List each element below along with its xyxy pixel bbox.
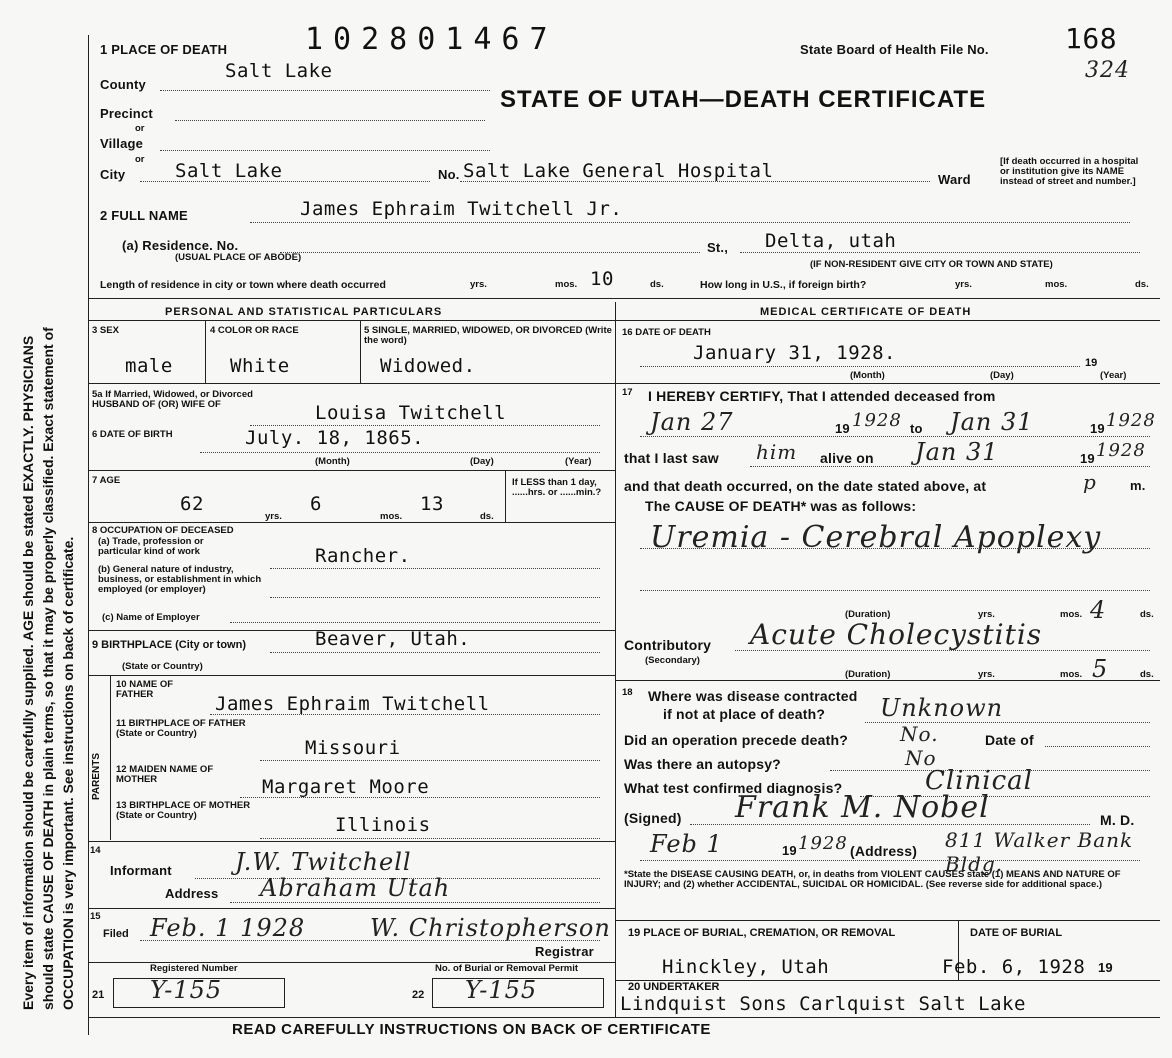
- mother-value: Margaret Moore: [262, 776, 430, 798]
- autopsy-value: No: [905, 746, 937, 770]
- last-saw-pronoun: him: [756, 440, 798, 464]
- father-value: James Ephraim Twitchell: [215, 693, 490, 715]
- informant-address: Abraham Utah: [260, 874, 451, 902]
- full-name-label: 2 FULL NAME: [100, 208, 188, 223]
- last-saw-year: 1928: [1096, 440, 1146, 461]
- residence-months: 10: [590, 268, 614, 290]
- sidebar-instruction-1: Every item of information should be carefully supplied. AGE should be stated EXACTLY. PHYSICIANS: [20, 335, 36, 1010]
- file-no-label: State Board of Health File No.: [800, 42, 989, 57]
- hospital-value: Salt Lake General Hospital: [463, 160, 774, 182]
- test-value: Clinical: [925, 766, 1033, 796]
- burial-permit-number: Y-155: [465, 976, 538, 1004]
- contracted-value: Unknown: [880, 694, 1004, 722]
- undertaker-value: Lindquist Sons Carlquist Salt Lake: [620, 993, 1026, 1015]
- cause-note: *State the DISEASE CAUSING DEATH, or, in deaths from VIOLENT CAUSES state (1) MEANS AND NATURE OF INJURY; and (2) whether ACCIDENTAL, SUICIDAL OR HOMICIDAL. (See reverse side for additional space.): [624, 869, 1121, 890]
- file-no: 168: [1065, 22, 1118, 55]
- attended-from: Jan 27: [650, 408, 734, 436]
- certificate-serial: 102801467: [305, 22, 558, 57]
- color-value: White: [230, 355, 290, 377]
- age-years: 62: [180, 493, 204, 515]
- mother-birthplace-value: Illinois: [335, 814, 431, 836]
- registered-number: Y-155: [150, 976, 223, 1004]
- file-no-2: 324: [1085, 58, 1130, 83]
- column-divider: [615, 302, 616, 1017]
- length-of-residence-label: Length of residence in city or town where death occurred: [100, 279, 386, 291]
- date-of-death: January 31, 1928.: [693, 342, 896, 364]
- footer-instructions: READ CAREFULLY INSTRUCTIONS ON BACK OF CERTIFICATE: [232, 1021, 711, 1038]
- contributory-duration-months: 5: [1092, 655, 1109, 683]
- contributory-cause: Acute Cholecystitis: [750, 618, 1043, 651]
- father-birthplace-value: Missouri: [305, 737, 401, 759]
- medical-heading: MEDICAL CERTIFICATE OF DEATH: [760, 306, 972, 318]
- no-label: No.: [438, 167, 460, 182]
- informant-signature: J.W. Twitchell: [235, 848, 412, 876]
- left-margin-rule: [88, 35, 89, 1035]
- operation-value: No.: [900, 722, 939, 746]
- cause-of-death: Uremia - Cerebral Apoplexy: [650, 520, 1102, 555]
- ward-label: Ward: [938, 172, 971, 187]
- bottom-rule: [88, 1017, 1160, 1018]
- ward-note: [If death occurred in a hospital or institution give its NAME instead of street and number.]: [1000, 156, 1139, 187]
- physician-address: 811 Walker Bank Bldg.: [945, 828, 1134, 876]
- certify-text: I HEREBY CERTIFY, That I attended deceased from: [648, 388, 996, 404]
- attended-from-year: 1928: [852, 410, 902, 431]
- personal-heading: PERSONAL AND STATISTICAL PARTICULARS: [165, 306, 443, 318]
- occupation-value: Rancher.: [315, 545, 411, 567]
- village-label: Village: [100, 136, 144, 151]
- county-label: County: [100, 77, 146, 92]
- section-divider: [88, 298, 1160, 299]
- marital-value: Widowed.: [380, 355, 476, 377]
- residence-label: (a) Residence. No.: [122, 238, 239, 253]
- parents-label: PARENTS: [91, 752, 102, 800]
- full-name-value: James Ephraim Twitchell Jr.: [300, 198, 623, 220]
- precinct-label: Precinct: [100, 106, 153, 121]
- physician-signature: Frank M. Nobel: [735, 790, 990, 825]
- signed-date: Feb 1: [650, 830, 723, 858]
- dob-value: July. 18, 1865.: [245, 427, 425, 449]
- attended-to: Jan 31: [950, 408, 1034, 436]
- cause-duration-months: 4: [1090, 596, 1107, 624]
- birthplace-value: Beaver, Utah.: [315, 628, 471, 650]
- city-value: Salt Lake: [175, 160, 283, 182]
- sidebar-instruction-3: OCCUPATION is very important. See instructions on back of certificate.: [60, 536, 76, 1010]
- spouse-value: Louisa Twitchell: [315, 402, 507, 424]
- sidebar-instruction-2: should state CAUSE OF DEATH in plain terms, so that it may be properly classified. Exact statement of: [40, 327, 56, 1010]
- city-label: City: [100, 167, 126, 182]
- sex-value: male: [125, 355, 173, 377]
- filed-date: Feb. 1 1928: [150, 914, 306, 942]
- place-of-death-label: 1 PLACE OF DEATH: [100, 42, 228, 57]
- signed-year: 1928: [798, 833, 848, 854]
- age-months: 6: [310, 493, 322, 515]
- county-value: Salt Lake: [225, 60, 333, 82]
- attended-to-year: 1928: [1106, 410, 1156, 431]
- certificate-title: STATE OF UTAH—DEATH CERTIFICATE: [500, 86, 987, 113]
- residence-value: Delta, utah: [765, 230, 897, 252]
- last-saw-date: Jan 31: [915, 438, 999, 466]
- burial-date: Feb. 6, 1928: [942, 956, 1086, 978]
- burial-place: Hinckley, Utah: [662, 956, 830, 978]
- age-days: 13: [420, 493, 444, 515]
- registrar-signature: W. Christopherson: [370, 914, 611, 942]
